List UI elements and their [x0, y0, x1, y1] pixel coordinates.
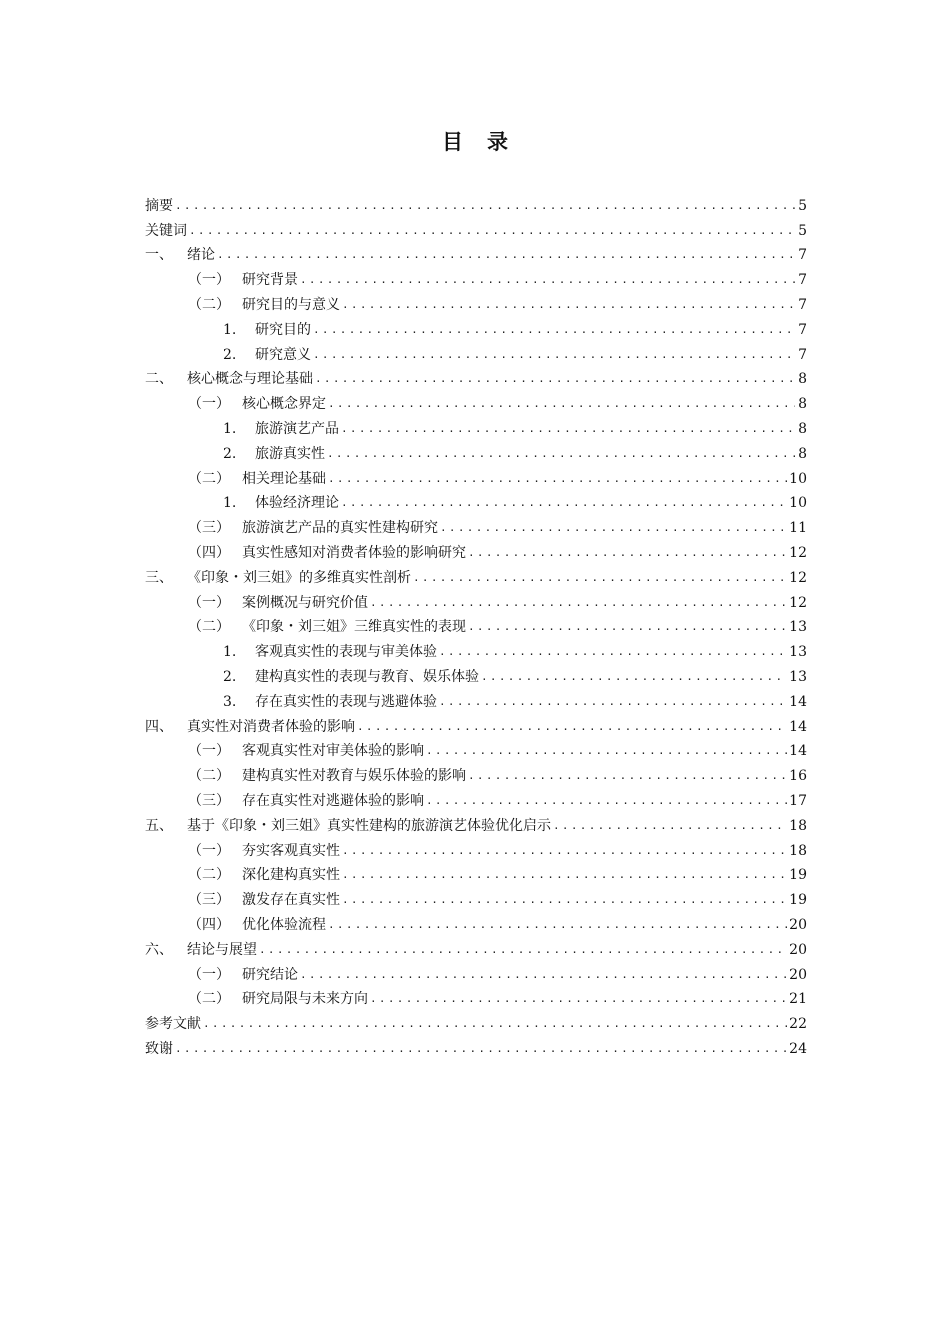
toc-entry-page-number: 11: [789, 520, 807, 537]
toc-entry-title: 研究目的: [255, 321, 311, 338]
toc-entry-title: 优化体验流程: [242, 916, 326, 933]
toc-entry-title: 夯实客观真实性: [242, 842, 340, 859]
toc-dot-leader: [413, 569, 787, 587]
toc-entry-number: （二）: [188, 768, 230, 785]
toc-entry-number: 1.: [223, 321, 237, 338]
toc-entry-number: 1.: [223, 495, 237, 512]
toc-entry-title: 旅游演艺产品的真实性建构研究: [242, 520, 438, 537]
toc-entry[interactable]: [145, 810, 807, 835]
toc-dot-leader: [426, 742, 787, 760]
toc-entry-number: （三）: [188, 892, 230, 909]
toc-entry[interactable]: [145, 785, 807, 810]
toc-entry[interactable]: [145, 760, 807, 785]
toc-entry[interactable]: [145, 959, 807, 984]
toc-dot-leader: [313, 346, 795, 364]
toc-entry[interactable]: [145, 537, 807, 562]
toc-entry-title: 《印象・刘三姐》的多维真实性剖析: [187, 569, 411, 586]
toc-dot-leader: [342, 866, 787, 884]
toc-entry[interactable]: [145, 835, 807, 860]
toc-dot-leader: [315, 370, 795, 388]
toc-dot-leader: [328, 395, 795, 413]
toc-entry[interactable]: [145, 264, 807, 289]
toc-dot-leader: [203, 1015, 787, 1033]
toc-entry[interactable]: [145, 463, 807, 488]
toc-dot-leader: [357, 718, 787, 736]
toc-entry-page-number: 13: [789, 668, 807, 685]
toc-entry-page-number: 8: [798, 445, 807, 462]
toc-entry-page-number: 7: [798, 346, 807, 363]
toc-entry-title: 《印象・刘三姐》三维真实性的表现: [242, 619, 466, 636]
toc-entry-number: 一、: [145, 247, 173, 264]
toc-entry[interactable]: [145, 934, 807, 959]
toc-entry-page-number: 12: [789, 594, 807, 611]
toc-entry-number: （一）: [188, 743, 230, 760]
toc-entry[interactable]: [145, 612, 807, 637]
toc-entry-page-number: 7: [798, 247, 807, 264]
toc-entry-page-number: 10: [789, 495, 807, 512]
toc-entry[interactable]: [145, 860, 807, 885]
toc-entry-title: 研究局限与未来方向: [242, 991, 368, 1008]
toc-dot-leader: [342, 891, 787, 909]
toc-entry-title: 深化建构真实性: [242, 867, 340, 884]
toc-entry[interactable]: [145, 413, 807, 438]
toc-entry-page-number: 8: [798, 396, 807, 413]
toc-entry-page-number: 7: [798, 321, 807, 338]
toc-entry-number: 1.: [223, 420, 237, 437]
toc-dot-leader: [439, 693, 787, 711]
toc-dot-leader: [341, 420, 795, 438]
toc-entry-number: 2.: [223, 445, 237, 462]
toc-entry-title: 基于《印象・刘三姐》真实性建构的旅游演艺体验优化启示: [187, 817, 551, 834]
toc-entry-number: （四）: [188, 916, 230, 933]
toc-entry[interactable]: [145, 686, 807, 711]
toc-dot-leader: [342, 842, 787, 860]
toc-dot-leader: [328, 470, 787, 488]
toc-entry-number: （三）: [188, 520, 230, 537]
toc-dot-leader: [426, 792, 787, 810]
toc-entry-number: （三）: [188, 792, 230, 809]
toc-entry-title: 存在真实性的表现与逃避体验: [255, 693, 437, 710]
toc-entry-page-number: 20: [789, 941, 807, 958]
toc-dot-leader: [300, 271, 795, 289]
toc-entry-title: 体验经济理论: [255, 495, 339, 512]
toc-entry-number: （四）: [188, 544, 230, 561]
toc-entry-number: 二、: [145, 371, 173, 388]
toc-entry-title: 激发存在真实性: [242, 892, 340, 909]
toc-entry[interactable]: [145, 339, 807, 364]
page-title-right: 录: [487, 130, 508, 154]
page-title-left: 目: [442, 130, 463, 154]
toc-entry[interactable]: [145, 364, 807, 389]
toc-entry-title: 相关理论基础: [242, 470, 326, 487]
toc-entry-title: 核心概念界定: [242, 396, 326, 413]
toc-dot-leader: [440, 519, 787, 537]
toc-entry-page-number: 16: [789, 768, 807, 785]
toc-entry-page-number: 20: [789, 966, 807, 983]
toc-entry-number: （二）: [188, 619, 230, 636]
toc-dot-leader: [217, 246, 795, 264]
toc-entry-number: （二）: [188, 867, 230, 884]
toc-entry[interactable]: [145, 240, 807, 265]
toc-dot-leader: [189, 222, 795, 240]
toc-entry-number: 2.: [223, 346, 237, 363]
toc-entry[interactable]: [145, 1033, 807, 1058]
toc-entry[interactable]: [145, 711, 807, 736]
toc-entry-title: 研究目的与意义: [242, 296, 340, 313]
toc-entry-page-number: 21: [789, 991, 807, 1008]
toc-entry-page-number: 18: [789, 817, 807, 834]
toc-entry-number: 3.: [223, 693, 237, 710]
toc-entry[interactable]: [145, 636, 807, 661]
toc-entry[interactable]: [145, 736, 807, 761]
toc-entry-number: 六、: [145, 941, 173, 958]
toc-entry-number: （二）: [188, 470, 230, 487]
toc-entry[interactable]: [145, 661, 807, 686]
toc-entry-number: （二）: [188, 296, 230, 313]
toc-entry-number: （二）: [188, 991, 230, 1008]
toc-entry-title: 结论与展望: [187, 941, 257, 958]
toc-entry-number: （一）: [188, 594, 230, 611]
toc-entry-page-number: 13: [789, 644, 807, 661]
toc-entry-page-number: 14: [789, 693, 807, 710]
toc-entry-page-number: 12: [789, 569, 807, 586]
toc-entry[interactable]: [145, 587, 807, 612]
toc-entry-title: 参考文献: [145, 1016, 201, 1033]
toc-dot-leader: [175, 197, 795, 215]
toc-dot-leader: [468, 618, 787, 636]
toc-entry-page-number: 5: [798, 197, 807, 214]
toc-entry-title: 建构真实性对教育与娱乐体验的影响: [242, 768, 466, 785]
toc-entry-number: （一）: [188, 842, 230, 859]
toc-dot-leader: [327, 445, 795, 463]
page-title: [0, 128, 950, 156]
toc-entry-page-number: 8: [798, 371, 807, 388]
toc-dot-leader: [259, 941, 787, 959]
toc-entry-title: 客观真实性对审美体验的影响: [242, 743, 424, 760]
toc-entry-title: 案例概况与研究价值: [242, 594, 368, 611]
toc-entry-page-number: 24: [789, 1040, 807, 1057]
toc-entry[interactable]: [145, 562, 807, 587]
toc-entry[interactable]: [145, 190, 807, 215]
toc-entry-page-number: 22: [789, 1016, 807, 1033]
toc-entry-title: 真实性感知对消费者体验的影响研究: [242, 544, 466, 561]
toc-dot-leader: [313, 321, 795, 339]
toc-entry-page-number: 12: [789, 544, 807, 561]
toc-entry[interactable]: [145, 215, 807, 240]
toc-entry[interactable]: [145, 909, 807, 934]
toc-entry[interactable]: [145, 388, 807, 413]
toc-entry-number: （一）: [188, 966, 230, 983]
toc-entry-title: 研究背景: [242, 272, 298, 289]
toc-entry-page-number: 7: [798, 296, 807, 313]
toc-entry-title: 核心概念与理论基础: [187, 371, 313, 388]
toc-entry-page-number: 19: [789, 867, 807, 884]
toc-entry[interactable]: [145, 1008, 807, 1033]
toc-entry-title: 真实性对消费者体验的影响: [187, 718, 355, 735]
toc-entry[interactable]: [145, 488, 807, 513]
toc-entry-page-number: 17: [789, 792, 807, 809]
toc-entry-title: 研究意义: [255, 346, 311, 363]
toc-entry-number: 五、: [145, 817, 173, 834]
toc-entry[interactable]: [145, 884, 807, 909]
table-of-contents: [145, 190, 807, 1058]
toc-entry[interactable]: [145, 984, 807, 1009]
toc-entry-number: （一）: [188, 396, 230, 413]
toc-dot-leader: [342, 296, 795, 314]
toc-entry-title: 摘要: [145, 197, 173, 214]
toc-entry-title: 客观真实性的表现与审美体验: [255, 644, 437, 661]
toc-dot-leader: [328, 916, 787, 934]
toc-entry-page-number: 20: [789, 916, 807, 933]
toc-dot-leader: [300, 966, 787, 984]
toc-dot-leader: [553, 817, 787, 835]
toc-entry-title: 建构真实性的表现与教育、娱乐体验: [255, 668, 479, 685]
toc-entry-number: （一）: [188, 272, 230, 289]
toc-entry-page-number: 13: [789, 619, 807, 636]
toc-dot-leader: [481, 668, 787, 686]
toc-dot-leader: [370, 594, 787, 612]
toc-dot-leader: [439, 643, 787, 661]
toc-entry-page-number: 14: [789, 743, 807, 760]
toc-entry-page-number: 14: [789, 718, 807, 735]
toc-dot-leader: [175, 1040, 787, 1058]
toc-entry-number: 2.: [223, 668, 237, 685]
toc-dot-leader: [468, 544, 787, 562]
toc-dot-leader: [341, 494, 787, 512]
toc-entry-title: 关键词: [145, 222, 187, 239]
toc-entry-number: 三、: [145, 569, 173, 586]
toc-entry-page-number: 5: [798, 222, 807, 239]
toc-entry-title: 旅游演艺产品: [255, 420, 339, 437]
toc-dot-leader: [468, 767, 787, 785]
toc-entry-title: 研究结论: [242, 966, 298, 983]
toc-dot-leader: [370, 990, 787, 1008]
toc-entry-number: 1.: [223, 644, 237, 661]
toc-entry[interactable]: [145, 314, 807, 339]
toc-entry-page-number: 10: [789, 470, 807, 487]
toc-entry[interactable]: [145, 438, 807, 463]
toc-entry-title: 存在真实性对逃避体验的影响: [242, 792, 424, 809]
toc-entry-title: 绪论: [187, 247, 215, 264]
toc-entry-title: 致谢: [145, 1040, 173, 1057]
toc-entry[interactable]: [145, 512, 807, 537]
toc-entry-page-number: 7: [798, 272, 807, 289]
toc-entry[interactable]: [145, 289, 807, 314]
toc-entry-number: 四、: [145, 718, 173, 735]
toc-entry-page-number: 18: [789, 842, 807, 859]
toc-entry-page-number: 19: [789, 892, 807, 909]
toc-entry-page-number: 8: [798, 420, 807, 437]
toc-entry-title: 旅游真实性: [255, 445, 325, 462]
